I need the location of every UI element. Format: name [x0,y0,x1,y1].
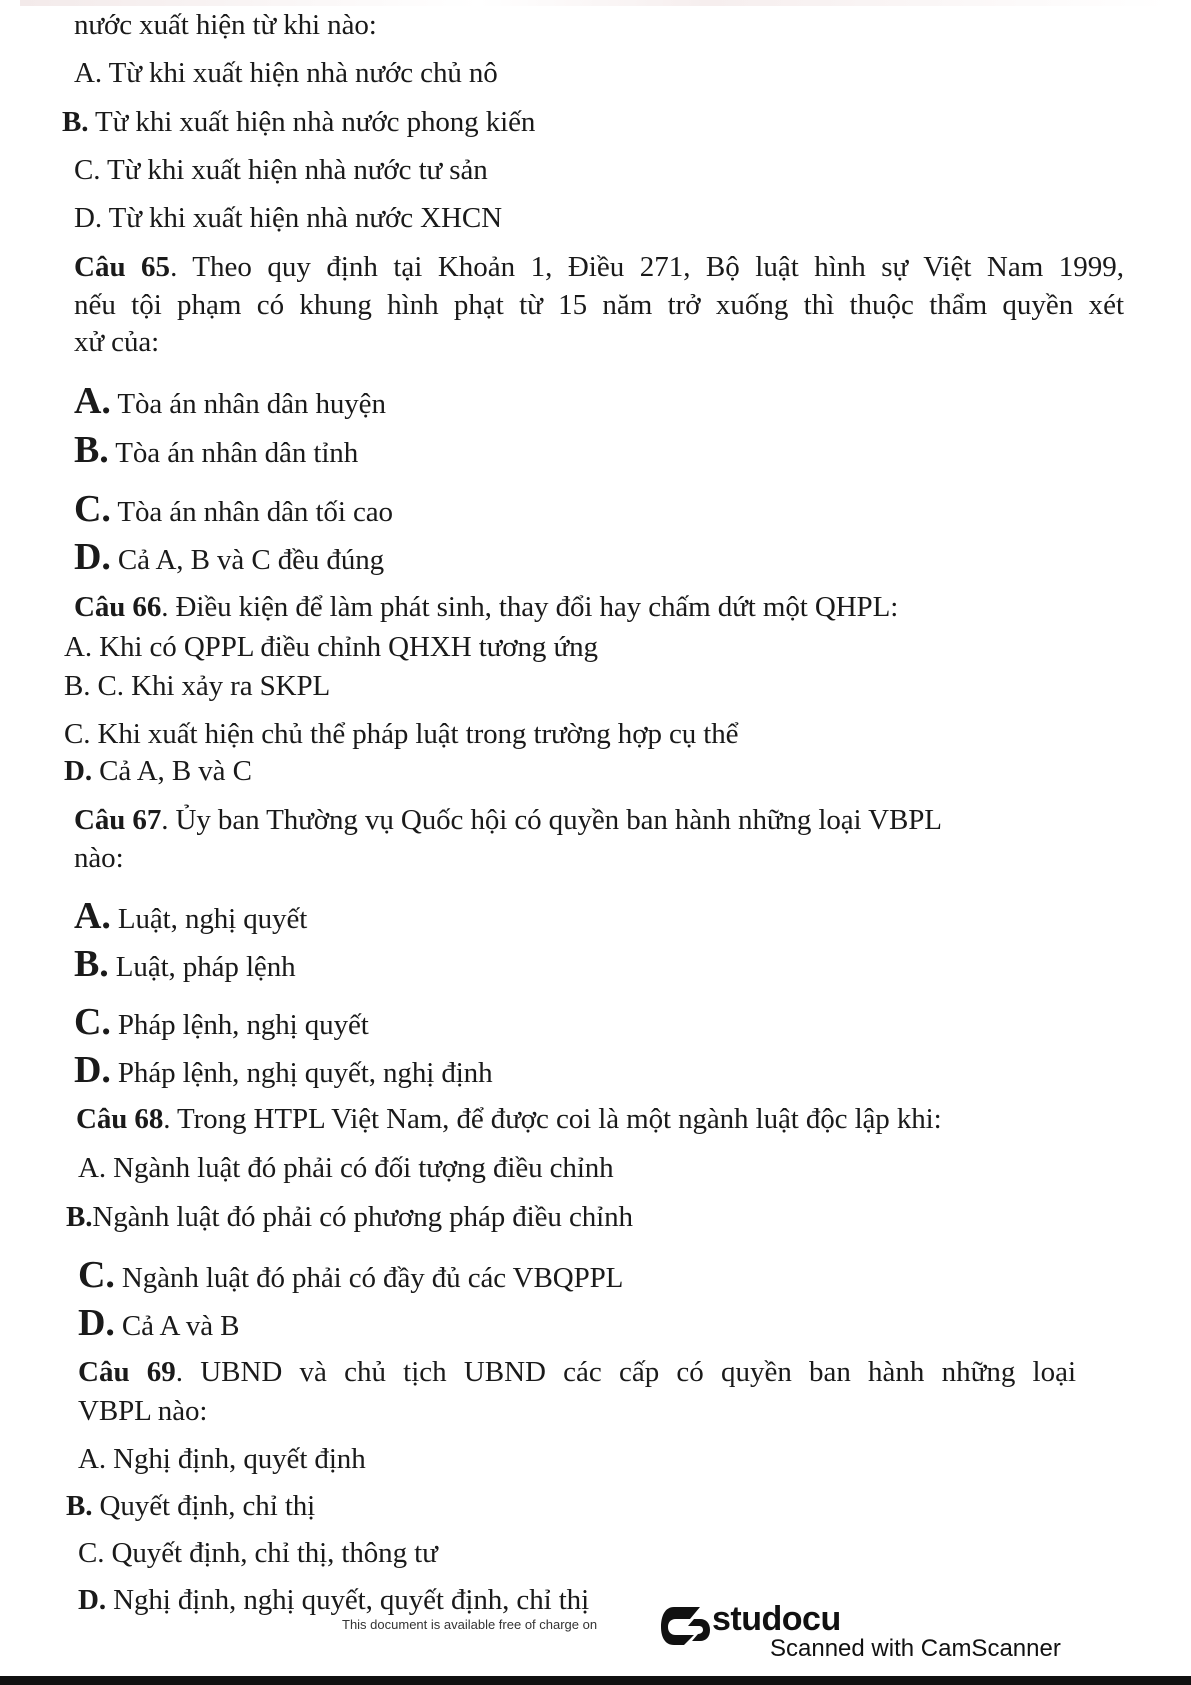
option-letter: A. [74,895,111,937]
option-d [74,536,385,578]
option-text: Nghị định, quyết định [106,1443,366,1475]
option-letter: D. [74,536,111,578]
option-text: Ngành luật đó phải có phương pháp điều chỉnh [92,1201,633,1233]
question-number: Câu 68 [76,1103,164,1135]
option-text: Luật, pháp lệnh [108,951,296,983]
option-text: Luật, nghị quyết [110,903,308,935]
option-letter: D. [78,1302,115,1344]
question-line: . Ủy ban Thường vụ Quốc hội có quyền ban hành những loại VBPL [161,804,942,836]
option-a [74,895,308,937]
option-text: Từ khi xuất hiện nhà nước phong kiến [88,106,536,138]
option-text: Từ khi xuất hiện nhà nước tư sản [100,154,488,186]
question-number: Câu 67 [74,804,162,836]
option-text: Nghị định, nghị quyết, quyết định, chỉ thị [106,1584,590,1616]
option-c [78,1536,438,1570]
bottom-edge-bar [0,1676,1191,1685]
question-69-line-2 [78,1394,207,1428]
option-letter: B. [62,106,89,138]
option-letter: B. [74,943,109,985]
option-letter: B. [64,670,91,702]
question-line: . UBND và chủ tịch UBND các cấp có quyền ban hành những loại [175,1356,1076,1388]
option-b [74,943,296,985]
option-letter: A. [74,57,102,89]
option-a [78,1151,614,1185]
option-letter: C. [64,718,91,750]
option-letter: D. [74,202,102,234]
option-text: Từ khi xuất hiện nhà nước XHCN [102,202,502,234]
option-c [64,717,738,751]
option-text: Khi xuất hiện chủ thể pháp luật trong trường hợp cụ thể [90,718,739,750]
question-67-line-2 [74,841,124,875]
top-edge-strip [20,0,1167,6]
question-line: . Trong HTPL Việt Nam, để được coi là một ngành luật độc lập khi: [163,1103,942,1135]
camscanner-watermark: Scanned with CamScanner [770,1635,1061,1662]
option-letter: B. [66,1490,93,1522]
option-text: Từ khi xuất hiện nhà nước chủ nô [102,57,498,89]
question-line: nếu tội phạm có khung hình phạt từ 15 năm trở xuống thì thuộc thẩm quyền xét [74,289,1124,321]
option-letter: D. [78,1584,106,1616]
option-letter: C. [74,488,111,530]
question-68-line-1 [76,1102,942,1136]
option-letter: A. [64,631,92,663]
studocu-logo-icon [660,1603,712,1649]
option-letter: B. [74,429,109,471]
option-d [78,1302,240,1344]
option-d [78,1583,589,1617]
option-c [74,153,488,187]
option-letter: D. [64,755,92,787]
option-text: Tòa án nhân dân tỉnh [108,437,359,469]
option-text: Quyết định, chỉ thị, thông tư [104,1537,438,1569]
option-c [74,488,393,530]
option-text: Pháp lệnh, nghị quyết [110,1009,369,1041]
option-a [78,1442,366,1476]
question-number: Câu 69 [78,1356,176,1388]
option-text: Khi có QPPL điều chỉnh QHXH tương ứng [92,631,598,663]
option-d [74,1049,493,1091]
studocu-brand[interactable]: studocu [712,1600,841,1638]
question-text [74,8,377,42]
question-65-line-1 [74,250,1124,284]
option-text: Ngành luật đó phải có đầy đủ các VBQPPL [114,1262,624,1294]
option-letter: A. [78,1152,106,1184]
question-line: nào: [74,842,124,874]
studocu-availability-note: This document is available free of charge on [342,1617,598,1632]
option-b [62,105,535,139]
question-line: xử của: [74,326,160,358]
option-c [74,1001,369,1043]
option-d [74,201,502,235]
question-69-line-1 [78,1355,1076,1389]
question-line: . Điều kiện để làm phát sinh, thay đổi hay chấm dứt một QHPL: [161,591,899,623]
question-66-line-1 [74,590,898,624]
option-text: C. Khi xảy ra SKPL [90,670,331,702]
option-letter: A. [74,380,111,422]
option-letter: C. [74,1001,111,1043]
question-line: nước xuất hiện từ khi nào: [74,9,377,41]
option-letter: C. [78,1254,115,1296]
question-line: VBPL nào: [78,1395,208,1427]
question-67-line-1 [74,803,942,837]
option-letter: B. [66,1201,93,1233]
option-text: Tòa án nhân dân huyện [110,388,386,420]
option-b [64,669,330,703]
question-65-line-3 [74,325,159,359]
option-b [66,1489,315,1523]
option-text: Pháp lệnh, nghị quyết, nghị định [110,1057,493,1089]
question-65-line-2 [74,288,1124,322]
option-d [64,754,252,788]
option-c [78,1254,624,1296]
option-b [66,1200,633,1234]
option-a [74,380,386,422]
option-letter: C. [78,1537,105,1569]
question-line: . Theo quy định tại Khoản 1, Điều 271, Bộ luật hình sự Việt Nam 1999, [170,251,1124,283]
option-text: Quyết định, chỉ thị [92,1490,316,1522]
option-letter: D. [74,1049,111,1091]
question-number: Câu 65 [74,251,171,283]
option-text: Cả A, B và C đều đúng [110,544,385,576]
question-number: Câu 66 [74,591,162,623]
option-a [64,630,598,664]
option-text: Cả A và B [114,1310,240,1342]
option-text: Ngành luật đó phải có đối tượng điều chỉnh [106,1152,614,1184]
option-text: Tòa án nhân dân tối cao [110,496,393,528]
option-b [74,429,359,471]
option-letter: C. [74,154,101,186]
option-a [74,56,498,90]
option-letter: A. [78,1443,106,1475]
option-text: Cả A, B và C [92,755,252,787]
